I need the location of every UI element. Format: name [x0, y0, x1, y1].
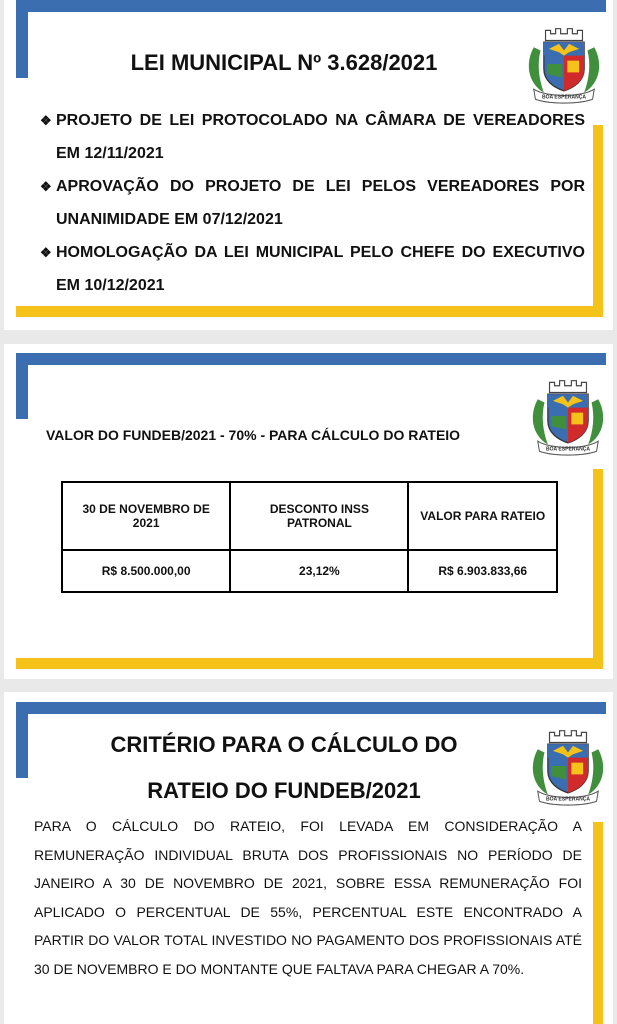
table-cell: 23,12% [230, 550, 408, 592]
yellow-right-bar [593, 822, 603, 1024]
criteria-card [4, 692, 613, 1024]
list-item [40, 104, 585, 170]
yellow-bottom-bar [16, 658, 603, 669]
blue-top-bar [16, 0, 606, 12]
blue-top-bar [16, 353, 606, 365]
table-header-cell: VALOR PARA RATEIO [408, 482, 557, 550]
timeline-text: HOMOLOGAÇÃO DA LEI MUNICIPAL PELO CHEFE DO EXECUTIVO EM 10/12/2021 [56, 244, 585, 294]
diamond-bullet-icon: ❖ [40, 113, 52, 128]
fundeb-value-card [4, 344, 613, 679]
blue-left-bar [16, 353, 28, 419]
diamond-bullet-icon: ❖ [40, 245, 52, 260]
list-item [40, 236, 585, 302]
yellow-bottom-bar [16, 306, 603, 317]
timeline-text: PROJETO DE LEI PROTOCOLADO NA CÂMARA DE VEREADORES EM 12/11/2021 [56, 112, 585, 162]
rateio-table [61, 481, 558, 593]
municipal-coat-of-arms-icon [526, 374, 610, 458]
blue-top-bar [16, 702, 606, 714]
fundeb-subtitle: VALOR DO FUNDEB/2021 - 70% - PARA CÁLCULO DO RATEIO [46, 427, 461, 443]
yellow-right-bar [593, 469, 603, 664]
criteria-title-line2: RATEIO DO FUNDEB/2021 [147, 778, 421, 803]
table-header-row [62, 482, 557, 550]
law-timeline-list [40, 104, 585, 302]
table-cell: R$ 6.903.833,66 [408, 550, 557, 592]
list-item [40, 170, 585, 236]
table-header-cell: DESCONTO INSS PATRONAL [230, 482, 408, 550]
criteria-paragraph: PARA O CÁLCULO DO RATEIO, FOI LEVADA EM CONSIDERAÇÃO A REMUNERAÇÃO INDIVIDUAL BRUTA DOS PROFISSIONAIS NO PERÍODO DE JANEIRO A 30 DE NOVEMBRO DE 2021, SOBRE ESSA REMUNERAÇÃO FOI APLICADO O PERCENTUAL DE 55%, PERCENTUAL ESTE ENCONTRADO A PARTIR DO VALOR TOTAL INVESTIDO NO PAGAMENTO DOS PROFISSIONAIS ATÉ 30 DE NOVEMBRO E DO MONTANTE QUE FALTAVA PARA CHEGAR A 70%. [34, 818, 582, 977]
law-title: LEI MUNICIPAL Nº 3.628/2021 [130, 50, 438, 75]
criteria-title-line1: CRITÉRIO PARA O CÁLCULO DO [110, 732, 458, 757]
law-card [4, 0, 613, 330]
table-row [62, 550, 557, 592]
timeline-text: APROVAÇÃO DO PROJETO DE LEI PELOS VEREADORES POR UNANIMIDADE EM 07/12/2021 [56, 178, 585, 228]
diamond-bullet-icon: ❖ [40, 179, 52, 194]
table-header-cell: 30 DE NOVEMBRO DE 2021 [62, 482, 230, 550]
yellow-right-bar [593, 125, 603, 317]
table-cell: R$ 8.500.000,00 [62, 550, 230, 592]
